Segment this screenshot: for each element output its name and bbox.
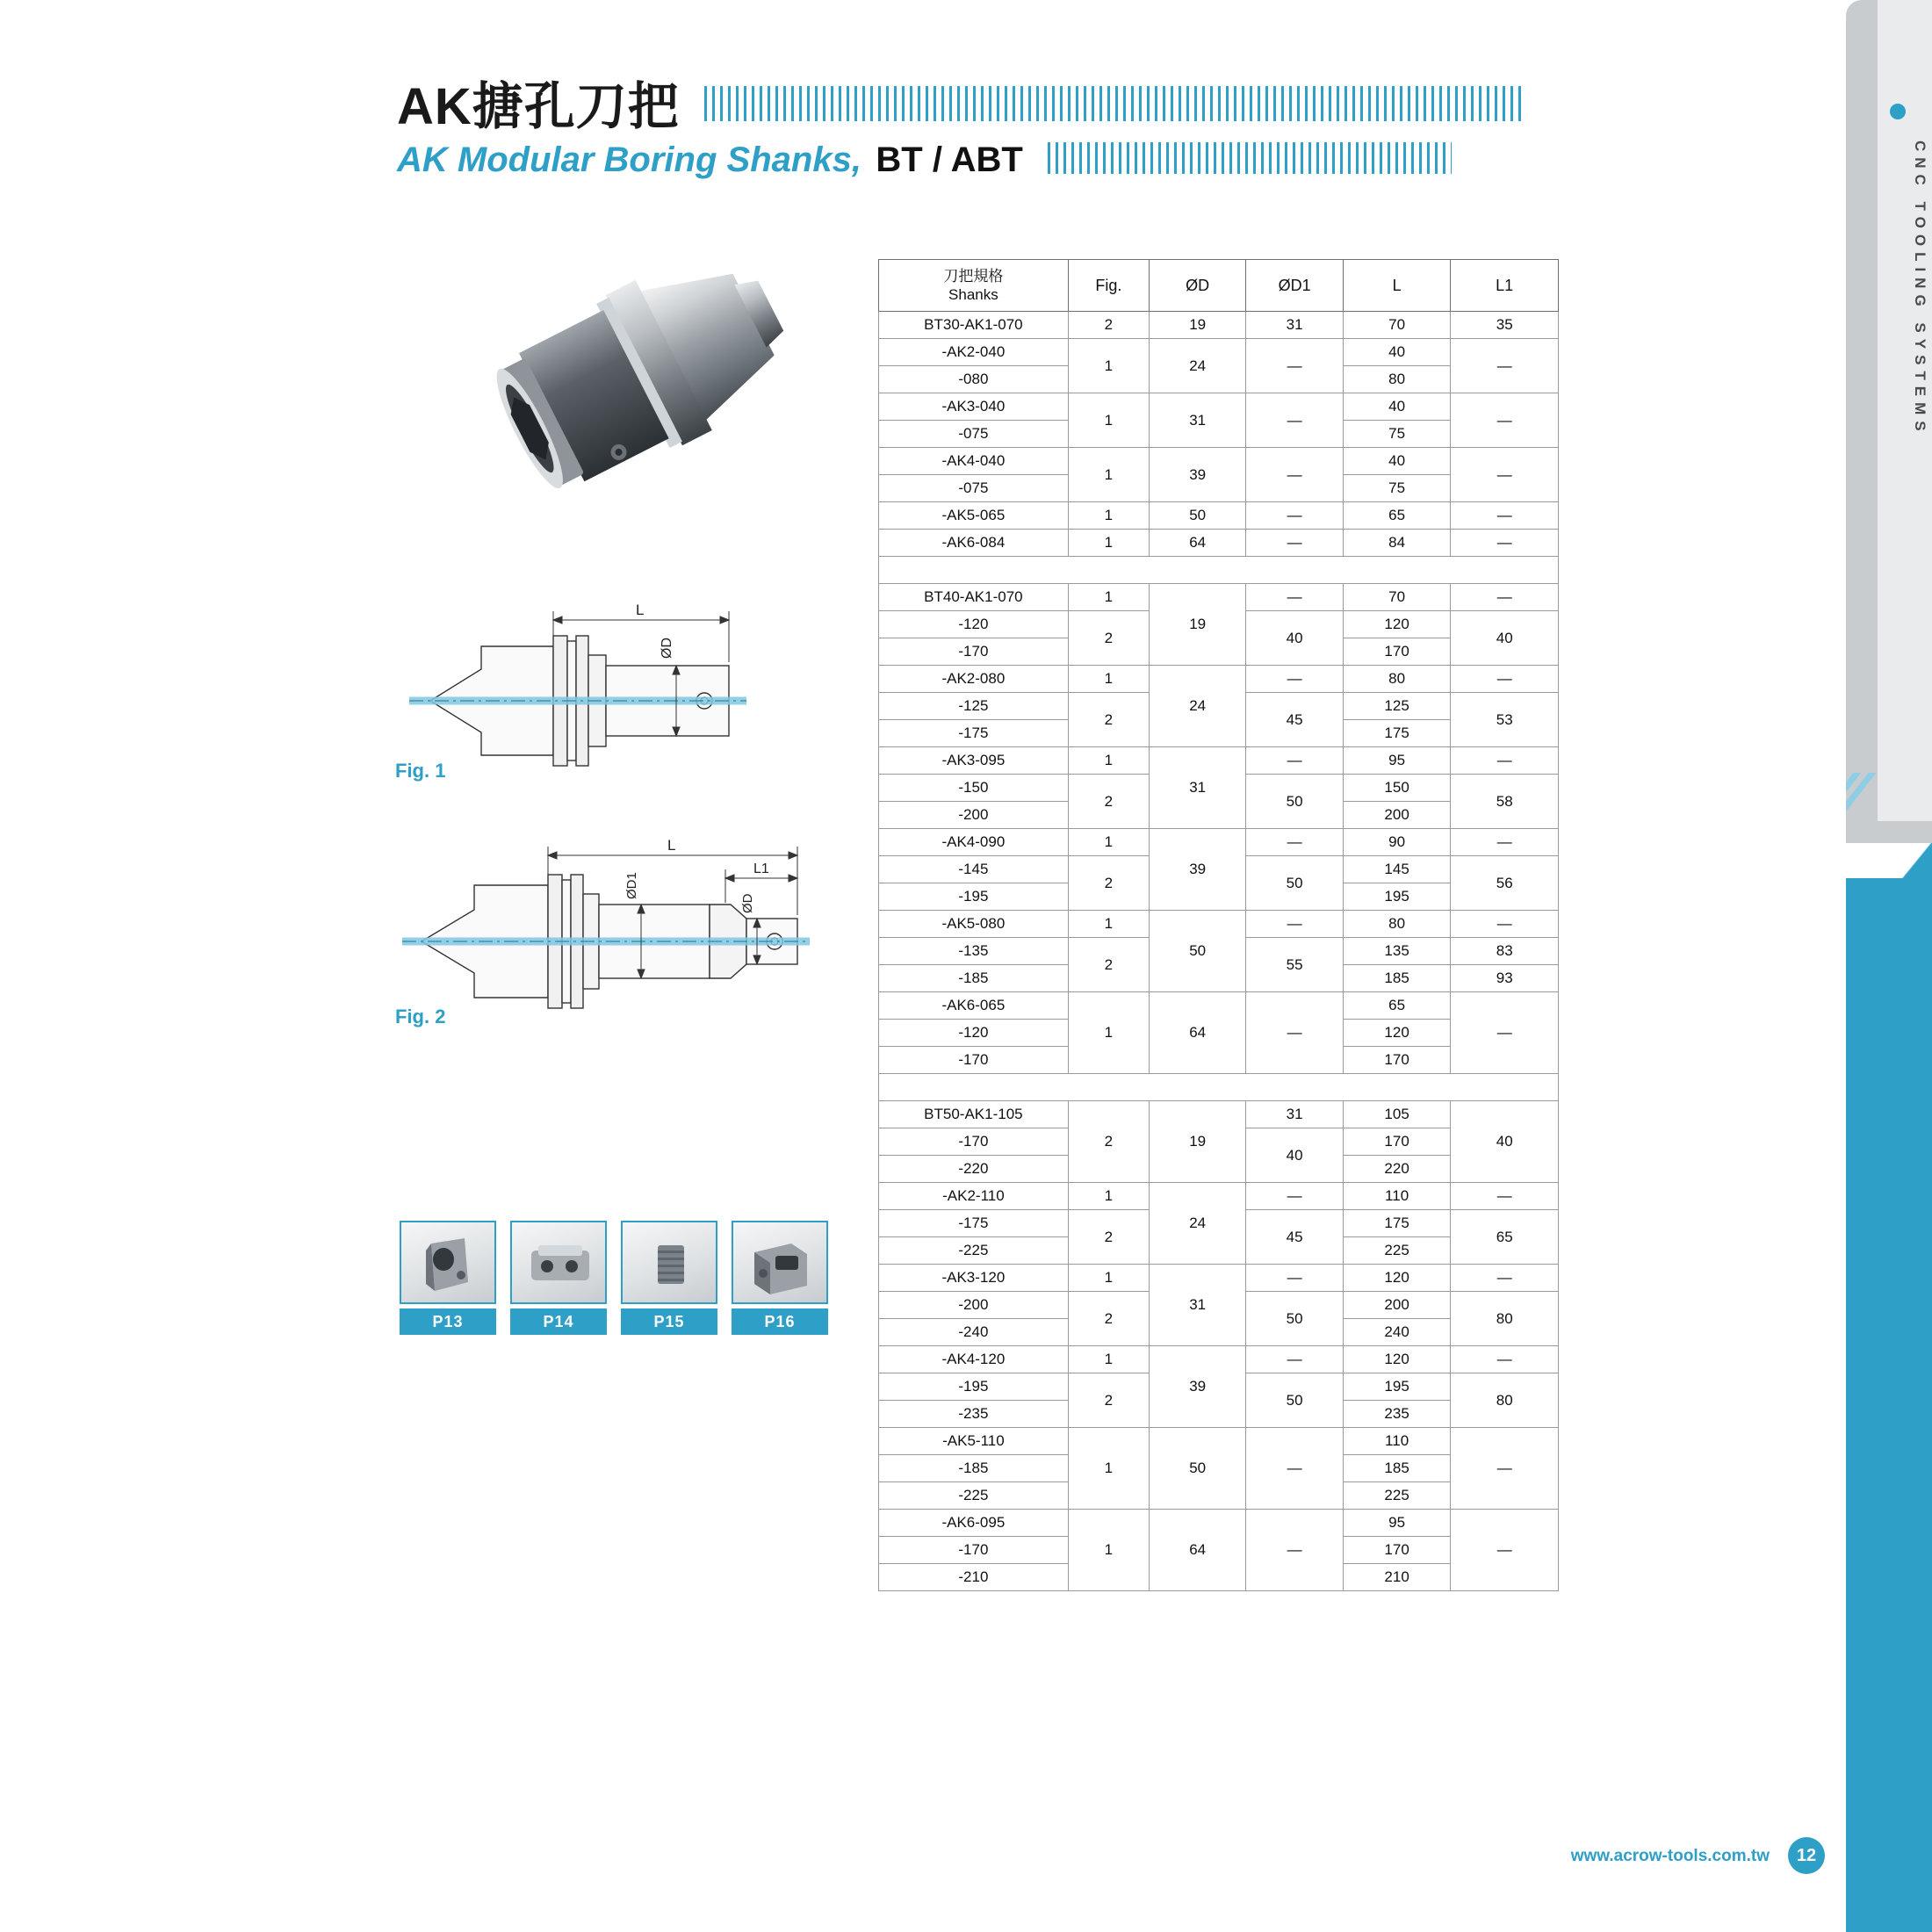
cell-l: 185 [1343, 1455, 1451, 1482]
cell-l: 170 [1343, 638, 1451, 666]
cell-l: 225 [1343, 1482, 1451, 1510]
cell-l: 185 [1343, 965, 1451, 992]
cell-fig: 1 [1068, 829, 1149, 856]
cell-fig: 2 [1068, 938, 1149, 992]
cell-d: 39 [1149, 829, 1245, 911]
fig2-dim-L: L [667, 837, 676, 854]
cell-shank: -120 [879, 611, 1069, 638]
cell-shank: -175 [879, 720, 1069, 747]
cell-l: 70 [1343, 312, 1451, 339]
side-tab-blue-panel [1846, 878, 1932, 1932]
cell-d1: 50 [1246, 775, 1343, 829]
cell-d1: 50 [1246, 1373, 1343, 1428]
cell-shank: -AK2-040 [879, 339, 1069, 366]
cell-d1: — [1246, 393, 1343, 448]
cell-l: 105 [1343, 1101, 1451, 1128]
cell-l1: — [1451, 911, 1559, 938]
title-hatch-decoration-1 [704, 86, 1521, 121]
cell-shank: -225 [879, 1482, 1069, 1510]
cell-fig: 2 [1068, 856, 1149, 911]
cell-d1: 50 [1246, 1292, 1343, 1346]
p14-image[interactable] [510, 1221, 607, 1304]
related-parts-thumbnails [400, 1221, 828, 1335]
cell-l1: 83 [1451, 938, 1559, 965]
cell-fig: 2 [1068, 775, 1149, 829]
cell-l: 70 [1343, 584, 1451, 611]
cell-shank: -AK4-090 [879, 829, 1069, 856]
cell-l1: — [1451, 448, 1559, 502]
p14-label: P14 [510, 1308, 607, 1335]
cell-l1: — [1451, 666, 1559, 693]
p13-image[interactable] [400, 1221, 496, 1304]
cell-l: 145 [1343, 856, 1451, 883]
cell-l1: 58 [1451, 775, 1559, 829]
cell-shank: -235 [879, 1401, 1069, 1428]
cell-l1: — [1451, 829, 1559, 856]
cell-l: 80 [1343, 366, 1451, 393]
cell-shank: -AK6-084 [879, 530, 1069, 557]
table-row[interactable] [879, 393, 1559, 421]
cell-l: 80 [1343, 911, 1451, 938]
cell-shank: -240 [879, 1319, 1069, 1346]
cell-l1: — [1451, 1265, 1559, 1292]
side-tab-label: CNC TOOLING SYSTEMS [1912, 141, 1928, 437]
cell-fig: 1 [1068, 339, 1149, 393]
cell-shank: -AK6-065 [879, 992, 1069, 1020]
cell-d: 31 [1149, 747, 1245, 829]
cell-l: 195 [1343, 883, 1451, 911]
cell-shank: BT40-AK1-070 [879, 584, 1069, 611]
p16-image[interactable] [732, 1221, 828, 1304]
cell-shank: -120 [879, 1020, 1069, 1047]
cell-l: 95 [1343, 747, 1451, 775]
cell-d1: 45 [1246, 693, 1343, 747]
table-row[interactable] [879, 448, 1559, 475]
thumbnail-item[interactable] [732, 1221, 828, 1335]
cell-l: 225 [1343, 1237, 1451, 1265]
cell-l: 150 [1343, 775, 1451, 802]
cell-d1: — [1246, 666, 1343, 693]
table-row[interactable] [879, 1510, 1559, 1537]
cell-d1: — [1246, 1265, 1343, 1292]
cell-fig: 1 [1068, 448, 1149, 502]
th-shanks-en: Shanks [948, 286, 998, 303]
cell-l1: 93 [1451, 965, 1559, 992]
p16-label: P16 [732, 1308, 828, 1335]
cell-d: 39 [1149, 1346, 1245, 1428]
cell-d1: 45 [1246, 1210, 1343, 1265]
cell-fig: 1 [1068, 1428, 1149, 1510]
cell-l: 110 [1343, 1183, 1451, 1210]
cell-l: 90 [1343, 829, 1451, 856]
cell-shank: -135 [879, 938, 1069, 965]
fig1-dim-D: ØD [660, 638, 674, 659]
cell-d1: — [1246, 584, 1343, 611]
thumbnail-item[interactable] [510, 1221, 607, 1335]
table-row[interactable] [879, 829, 1559, 856]
cell-l1: 40 [1451, 1101, 1559, 1183]
page-title-english: AK Modular Boring Shanks, [397, 140, 861, 179]
cell-l: 200 [1343, 1292, 1451, 1319]
cell-shank: -AK6-095 [879, 1510, 1069, 1537]
product-photo [439, 255, 834, 624]
cell-l: 200 [1343, 802, 1451, 829]
cell-l1: 56 [1451, 856, 1559, 911]
th-l1: L1 [1451, 260, 1559, 312]
cell-l1: — [1451, 530, 1559, 557]
page-title-english-suffix: BT / ABT [876, 140, 1023, 179]
thumbnail-item[interactable] [400, 1221, 496, 1335]
fig2-dim-D1: ØD1 [624, 872, 639, 899]
cell-l: 170 [1343, 1537, 1451, 1564]
cell-l: 40 [1343, 339, 1451, 366]
cell-shank: -225 [879, 1237, 1069, 1265]
table-row[interactable] [879, 666, 1559, 693]
cell-l: 65 [1343, 502, 1451, 530]
cell-l: 175 [1343, 720, 1451, 747]
cell-fig: 1 [1068, 666, 1149, 693]
cell-d1: — [1246, 1428, 1343, 1510]
cell-fig: 1 [1068, 1510, 1149, 1591]
table-row[interactable] [879, 1101, 1559, 1128]
cell-shank: -075 [879, 475, 1069, 502]
cell-d: 19 [1149, 312, 1245, 339]
th-fig: Fig. [1068, 260, 1149, 312]
cell-d1: — [1246, 1183, 1343, 1210]
cell-l1: — [1451, 393, 1559, 448]
cell-l: 120 [1343, 611, 1451, 638]
side-tab [1827, 0, 1932, 1932]
th-shanks [879, 260, 1069, 312]
table-row[interactable] [879, 339, 1559, 366]
cell-fig: 1 [1068, 1265, 1149, 1292]
cell-shank: -170 [879, 1128, 1069, 1156]
fig2-dim-D: ØD [740, 893, 755, 913]
cell-shank: -200 [879, 802, 1069, 829]
cell-d: 19 [1149, 1101, 1245, 1183]
cell-l: 170 [1343, 1128, 1451, 1156]
cell-l: 175 [1343, 1210, 1451, 1237]
cell-shank: -AK4-040 [879, 448, 1069, 475]
table-group-gap-cell [879, 557, 1559, 584]
table-group-gap-cell [879, 1074, 1559, 1101]
cell-d1: — [1246, 747, 1343, 775]
cell-d: 24 [1149, 1183, 1245, 1265]
cell-l1: 80 [1451, 1292, 1559, 1346]
cell-d: 24 [1149, 666, 1245, 747]
figure-1-label: Fig. 1 [395, 760, 446, 782]
cell-fig: 2 [1068, 1210, 1149, 1265]
cell-shank: -AK3-120 [879, 1265, 1069, 1292]
figure-2-label: Fig. 2 [395, 1006, 446, 1027]
cell-shank: -170 [879, 1537, 1069, 1564]
table-row[interactable] [879, 1428, 1559, 1455]
figure-1-drawing [378, 597, 869, 799]
table-row[interactable] [879, 1265, 1559, 1292]
page-number-badge: 12 [1788, 1837, 1825, 1874]
cell-shank: -AK5-110 [879, 1428, 1069, 1455]
cell-d1: — [1246, 992, 1343, 1074]
cell-l: 40 [1343, 448, 1451, 475]
cell-d1: 50 [1246, 856, 1343, 911]
title-hatch-decoration-2 [1048, 142, 1452, 174]
table-header [879, 260, 1559, 312]
cell-shank: -AK3-040 [879, 393, 1069, 421]
cell-l: 120 [1343, 1020, 1451, 1047]
cell-shank: -AK5-080 [879, 911, 1069, 938]
cell-d: 64 [1149, 1510, 1245, 1591]
cell-shank: -170 [879, 638, 1069, 666]
cell-l1: — [1451, 584, 1559, 611]
cell-d1: — [1246, 1510, 1343, 1591]
cell-l: 95 [1343, 1510, 1451, 1537]
cell-l1: — [1451, 1510, 1559, 1591]
specifications-table [878, 259, 1559, 1591]
p15-image[interactable] [621, 1221, 717, 1304]
cell-d1: — [1246, 502, 1343, 530]
cell-l: 110 [1343, 1428, 1451, 1455]
fig1-dim-L: L [636, 602, 645, 618]
cell-d: 50 [1149, 1428, 1245, 1510]
footer-website-url[interactable]: www.acrow-tools.com.tw [1570, 1847, 1770, 1865]
cell-l1: — [1451, 502, 1559, 530]
page-title-block [397, 79, 1582, 180]
cell-shank: BT30-AK1-070 [879, 312, 1069, 339]
thumbnail-item[interactable] [621, 1221, 717, 1335]
cell-shank: -210 [879, 1564, 1069, 1591]
cell-l: 235 [1343, 1401, 1451, 1428]
page-title-chinese: AK搪孔刀把 [397, 78, 680, 135]
table-row[interactable] [879, 530, 1559, 557]
cell-l: 210 [1343, 1564, 1451, 1591]
cell-fig: 1 [1068, 530, 1149, 557]
cell-d: 50 [1149, 502, 1245, 530]
table-row[interactable] [879, 1183, 1559, 1210]
figure-2-drawing [378, 834, 922, 1036]
cell-shank: -125 [879, 693, 1069, 720]
cell-d1: — [1246, 448, 1343, 502]
cell-d1: 31 [1246, 312, 1343, 339]
cell-l: 240 [1343, 1319, 1451, 1346]
cell-fig: 1 [1068, 584, 1149, 611]
cell-d1: — [1246, 530, 1343, 557]
cell-l1: — [1451, 1428, 1559, 1510]
cell-d: 24 [1149, 339, 1245, 393]
table-row[interactable] [879, 584, 1559, 611]
cell-shank: -AK2-110 [879, 1183, 1069, 1210]
cell-fig: 1 [1068, 747, 1149, 775]
cell-d: 19 [1149, 584, 1245, 666]
cell-l1: — [1451, 339, 1559, 393]
cell-l1: 80 [1451, 1373, 1559, 1428]
table-row[interactable] [879, 312, 1559, 339]
cell-l1: 40 [1451, 611, 1559, 666]
th-d: ØD [1149, 260, 1245, 312]
p13-label: P13 [400, 1308, 496, 1335]
cell-shank: -080 [879, 366, 1069, 393]
cell-d1: — [1246, 911, 1343, 938]
table-row[interactable] [879, 502, 1559, 530]
cell-fig: 1 [1068, 911, 1149, 938]
cell-fig: 1 [1068, 992, 1149, 1074]
cell-l: 135 [1343, 938, 1451, 965]
cell-d1: 31 [1246, 1101, 1343, 1128]
cell-d: 31 [1149, 393, 1245, 448]
cell-shank: -075 [879, 421, 1069, 448]
cell-d1: — [1246, 1346, 1343, 1373]
cell-l1: — [1451, 1346, 1559, 1373]
cell-shank: BT50-AK1-105 [879, 1101, 1069, 1128]
table-row[interactable] [879, 1346, 1559, 1373]
cell-l: 65 [1343, 992, 1451, 1020]
cell-l1: 65 [1451, 1210, 1559, 1265]
cell-shank: -195 [879, 1373, 1069, 1401]
table-group-gap [879, 557, 1559, 584]
fig2-dim-L1: L1 [753, 861, 769, 876]
cell-l: 220 [1343, 1156, 1451, 1183]
cell-d1: 40 [1246, 611, 1343, 666]
cell-shank: -185 [879, 1455, 1069, 1482]
table-body [879, 312, 1559, 1591]
specifications-table-wrap [878, 259, 1559, 1591]
cell-l: 125 [1343, 693, 1451, 720]
cell-d: 64 [1149, 530, 1245, 557]
cell-l1: — [1451, 992, 1559, 1074]
cell-fig: 2 [1068, 611, 1149, 666]
th-d1: ØD1 [1246, 260, 1343, 312]
cell-l: 75 [1343, 475, 1451, 502]
cell-l: 120 [1343, 1346, 1451, 1373]
cell-l: 84 [1343, 530, 1451, 557]
cell-l: 75 [1343, 421, 1451, 448]
cell-shank: -195 [879, 883, 1069, 911]
side-tab-dot-icon [1890, 104, 1906, 119]
cell-d1: — [1246, 339, 1343, 393]
table-row[interactable] [879, 747, 1559, 775]
p15-label: P15 [621, 1308, 717, 1335]
table-row[interactable] [879, 911, 1559, 938]
cell-fig: 1 [1068, 393, 1149, 448]
th-l: L [1343, 260, 1451, 312]
cell-fig: 2 [1068, 1101, 1149, 1183]
cell-fig: 2 [1068, 1373, 1149, 1428]
cell-shank: -185 [879, 965, 1069, 992]
cell-l1: — [1451, 1183, 1559, 1210]
cell-shank: -220 [879, 1156, 1069, 1183]
cell-d: 50 [1149, 911, 1245, 992]
cell-d: 39 [1149, 448, 1245, 502]
table-row[interactable] [879, 992, 1559, 1020]
cell-fig: 1 [1068, 1346, 1149, 1373]
cell-d1: 40 [1246, 1128, 1343, 1183]
th-shanks-cn: 刀把規格 [943, 267, 1004, 285]
cell-d1: 55 [1246, 938, 1343, 992]
cell-fig: 2 [1068, 693, 1149, 747]
cell-shank: -170 [879, 1047, 1069, 1074]
table-group-gap [879, 1074, 1559, 1101]
cell-fig: 1 [1068, 1183, 1149, 1210]
cell-d1: — [1246, 829, 1343, 856]
cell-l1: — [1451, 747, 1559, 775]
cell-shank: -AK2-080 [879, 666, 1069, 693]
cell-fig: 2 [1068, 1292, 1149, 1346]
cell-l: 195 [1343, 1373, 1451, 1401]
cell-l1: 53 [1451, 693, 1559, 747]
cell-shank: -AK3-095 [879, 747, 1069, 775]
cell-l1: 35 [1451, 312, 1559, 339]
cell-fig: 1 [1068, 502, 1149, 530]
cell-shank: -AK5-065 [879, 502, 1069, 530]
cell-shank: -AK4-120 [879, 1346, 1069, 1373]
cell-d: 31 [1149, 1265, 1245, 1346]
cell-shank: -200 [879, 1292, 1069, 1319]
cell-l: 40 [1343, 393, 1451, 421]
cell-l: 170 [1343, 1047, 1451, 1074]
cell-d: 64 [1149, 992, 1245, 1074]
cell-l: 120 [1343, 1265, 1451, 1292]
cell-shank: -150 [879, 775, 1069, 802]
cell-shank: -145 [879, 856, 1069, 883]
cell-shank: -175 [879, 1210, 1069, 1237]
cell-fig: 2 [1068, 312, 1149, 339]
cell-l: 80 [1343, 666, 1451, 693]
